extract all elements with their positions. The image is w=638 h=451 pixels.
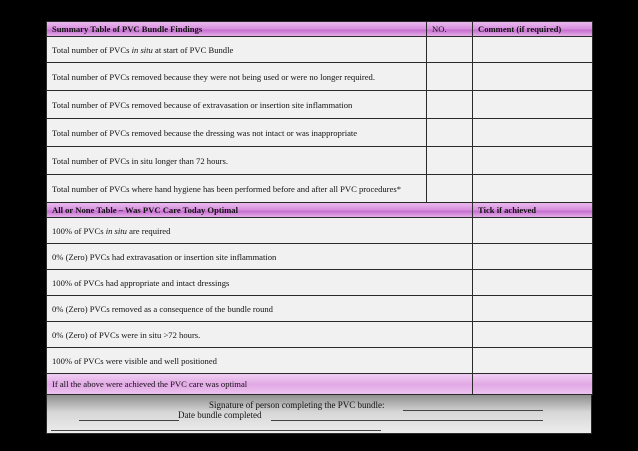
- no-cell[interactable]: [427, 91, 473, 119]
- tick-cell[interactable]: [473, 218, 593, 244]
- criteria-row: [47, 218, 593, 244]
- all-or-none-header-row: [47, 203, 593, 218]
- criteria-label: 0% (Zero) PVCs had extravasation or insertion site inflammation: [47, 244, 473, 270]
- summary-row: [47, 175, 593, 203]
- tick-cell[interactable]: [473, 244, 593, 270]
- no-cell[interactable]: [427, 175, 473, 203]
- criteria-label: 0% (Zero) of PVCs were in situ >72 hours.: [47, 322, 473, 348]
- no-cell[interactable]: [427, 63, 473, 91]
- tick-column-header: Tick if achieved: [473, 203, 593, 218]
- no-column-header: NO.: [427, 22, 473, 37]
- tick-cell[interactable]: [473, 348, 593, 374]
- date-label: Date bundle completed: [178, 410, 262, 420]
- tick-cell[interactable]: [473, 322, 593, 348]
- comment-cell[interactable]: [473, 175, 593, 203]
- summary-row-label: Total number of PVCs removed because the dressing was not intact or was inappropriate: [47, 119, 427, 147]
- criteria-row: [47, 348, 593, 374]
- criteria-row: [47, 296, 593, 322]
- comment-cell[interactable]: [473, 147, 593, 175]
- signature-section: [46, 395, 592, 434]
- tick-cell[interactable]: [473, 270, 593, 296]
- summary-row: [47, 147, 593, 175]
- comment-cell[interactable]: [473, 119, 593, 147]
- summary-header-row: [47, 22, 593, 37]
- summary-header: Summary Table of PVC Bundle Findings: [47, 22, 427, 37]
- criteria-row: [47, 322, 593, 348]
- summary-row: [47, 37, 593, 63]
- summary-row-label: Total number of PVCs removed because of extravasation or insertion site inflammation: [47, 91, 427, 119]
- summary-row: [47, 119, 593, 147]
- comment-cell[interactable]: [473, 91, 593, 119]
- date-line-upper: [271, 420, 543, 421]
- tick-cell[interactable]: [473, 296, 593, 322]
- criteria-label: 100% of PVCs in situ are required: [47, 218, 473, 244]
- summary-row-label: Total number of PVCs removed because they were not being used or were no longer required.: [47, 63, 427, 91]
- comment-cell[interactable]: [473, 63, 593, 91]
- criteria-row: [47, 270, 593, 296]
- criteria-label: 100% of PVCs had appropriate and intact dressings: [47, 270, 473, 296]
- no-cell[interactable]: [427, 147, 473, 175]
- all-or-none-header: All or None Table – Was PVC Care Today Optimal: [47, 203, 473, 218]
- pvc-bundle-form: [46, 21, 592, 430]
- criteria-row: [47, 244, 593, 270]
- optimal-tick-cell[interactable]: [473, 374, 593, 395]
- signature-label: Signature of person completing the PVC bundle:: [209, 400, 385, 410]
- optimal-label: If all the above were achieved the PVC care was optimal: [47, 374, 473, 395]
- comment-cell[interactable]: [473, 37, 593, 63]
- summary-row-label: Total number of PVCs where hand hygiene has been performed before and after all PVC procedures*: [47, 175, 427, 203]
- summary-row: [47, 91, 593, 119]
- summary-row: [47, 63, 593, 91]
- pvc-bundle-table: [46, 21, 593, 395]
- summary-row-label: Total number of PVCs in situ longer than 72 hours.: [47, 147, 427, 175]
- optimal-row: [47, 374, 593, 395]
- no-cell[interactable]: [427, 37, 473, 63]
- criteria-label: 0% (Zero) PVCs removed as a consequence of the bundle round: [47, 296, 473, 322]
- comment-column-header: Comment (if required): [473, 22, 593, 37]
- no-cell[interactable]: [427, 119, 473, 147]
- signature-line[interactable]: [403, 410, 543, 411]
- criteria-label: 100% of PVCs were visible and well positioned: [47, 348, 473, 374]
- summary-row-label: Total number of PVCs in situ at start of PVC Bundle: [47, 37, 427, 63]
- signature-line-extension: [79, 420, 179, 421]
- date-line[interactable]: [51, 430, 381, 431]
